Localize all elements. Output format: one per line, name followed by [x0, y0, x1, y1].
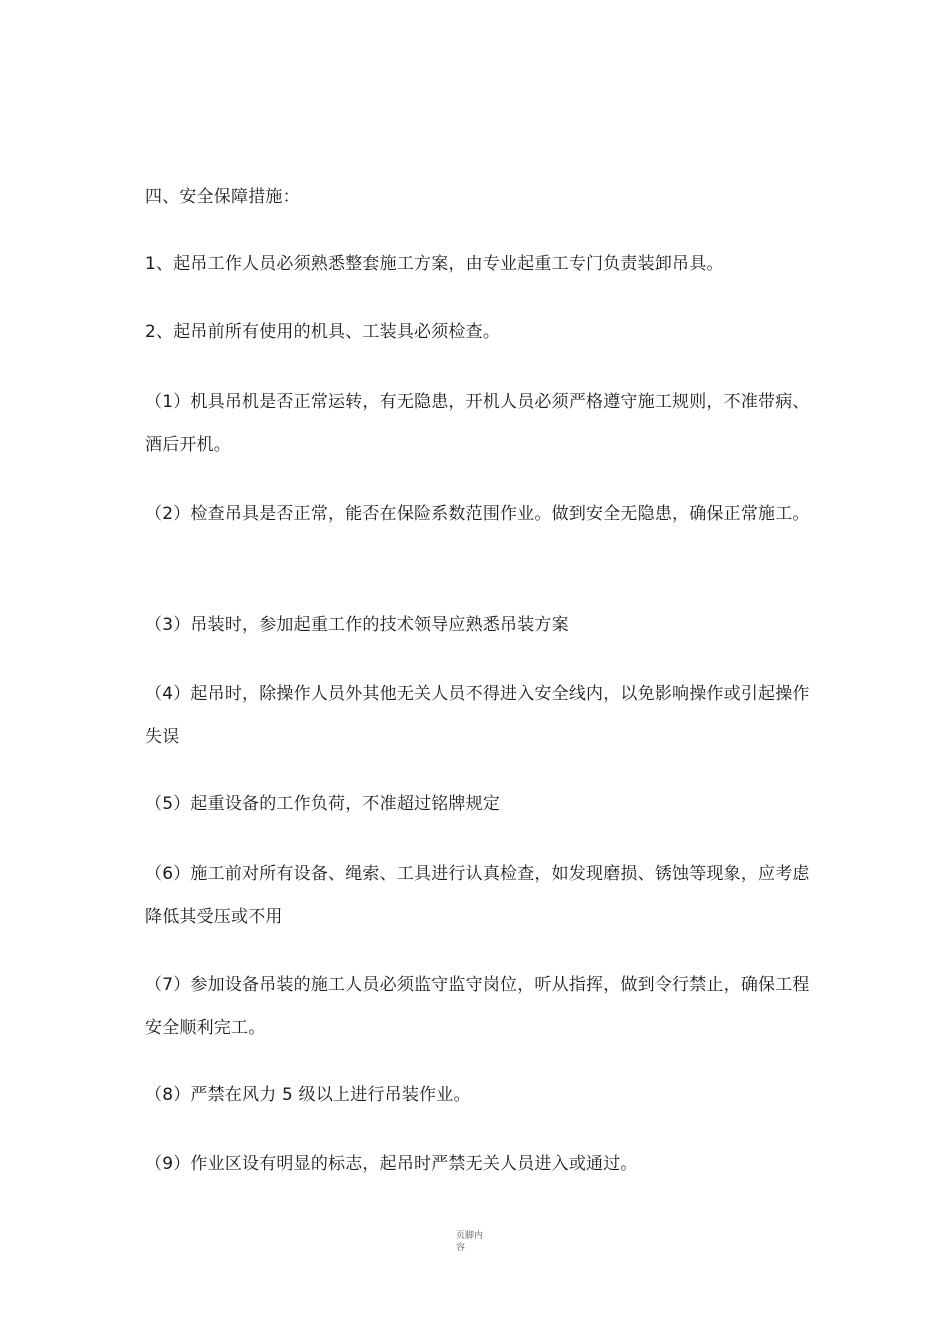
paragraph-item-sub-3: （3）吊装时，参加起重工作的技术领导应熟悉吊装方案 — [145, 615, 569, 635]
paragraph-item-sub-2: （2）检查吊具是否正常，能否在保险系数范围作业。做到安全无隐患，确保正常施工。 — [145, 504, 810, 524]
paragraph-item-sub-9: （9）作业区设有明显的标志，起吊时严禁无关人员进入或通过。 — [145, 1154, 638, 1174]
paragraph-item-sub-1: （1）机具吊机是否正常运转，有无隐患，开机人员必须严格遵守施工规则，不准带病、酒后开机。 — [145, 392, 810, 455]
paragraph-item-1: 1、起吊工作人员必须熟悉整套施工方案，由专业起重工专门负责装卸吊具。 — [145, 254, 724, 274]
paragraph-item-sub-5: （5）起重设备的工作负荷，不准超过铭牌规定 — [145, 794, 501, 814]
paragraph-item-sub-6: （6）施工前对所有设备、绳索、工具进行认真检查，如发现磨损、锈蚀等现象，应考虑降低其受压或不用 — [145, 864, 810, 927]
page-footer: 页脚内容 — [456, 1231, 484, 1253]
paragraph-item-sub-4: （4）起吊时，除操作人员外其他无关人员不得进入安全线内，以免影响操作或引起操作失误 — [145, 684, 810, 747]
paragraph-item-sub-8: （8）严禁在风力 5 级以上进行吊装作业。 — [145, 1085, 471, 1105]
section-heading: 四、安全保障措施： — [145, 187, 300, 207]
paragraph-item-sub-7: （7）参加设备吊装的施工人员必须监守监守岗位，听从指挥，做到令行禁止，确保工程安全顺利完工。 — [145, 975, 810, 1038]
paragraph-item-2: 2、起吊前所有使用的机具、工装具必须检查。 — [145, 322, 501, 342]
